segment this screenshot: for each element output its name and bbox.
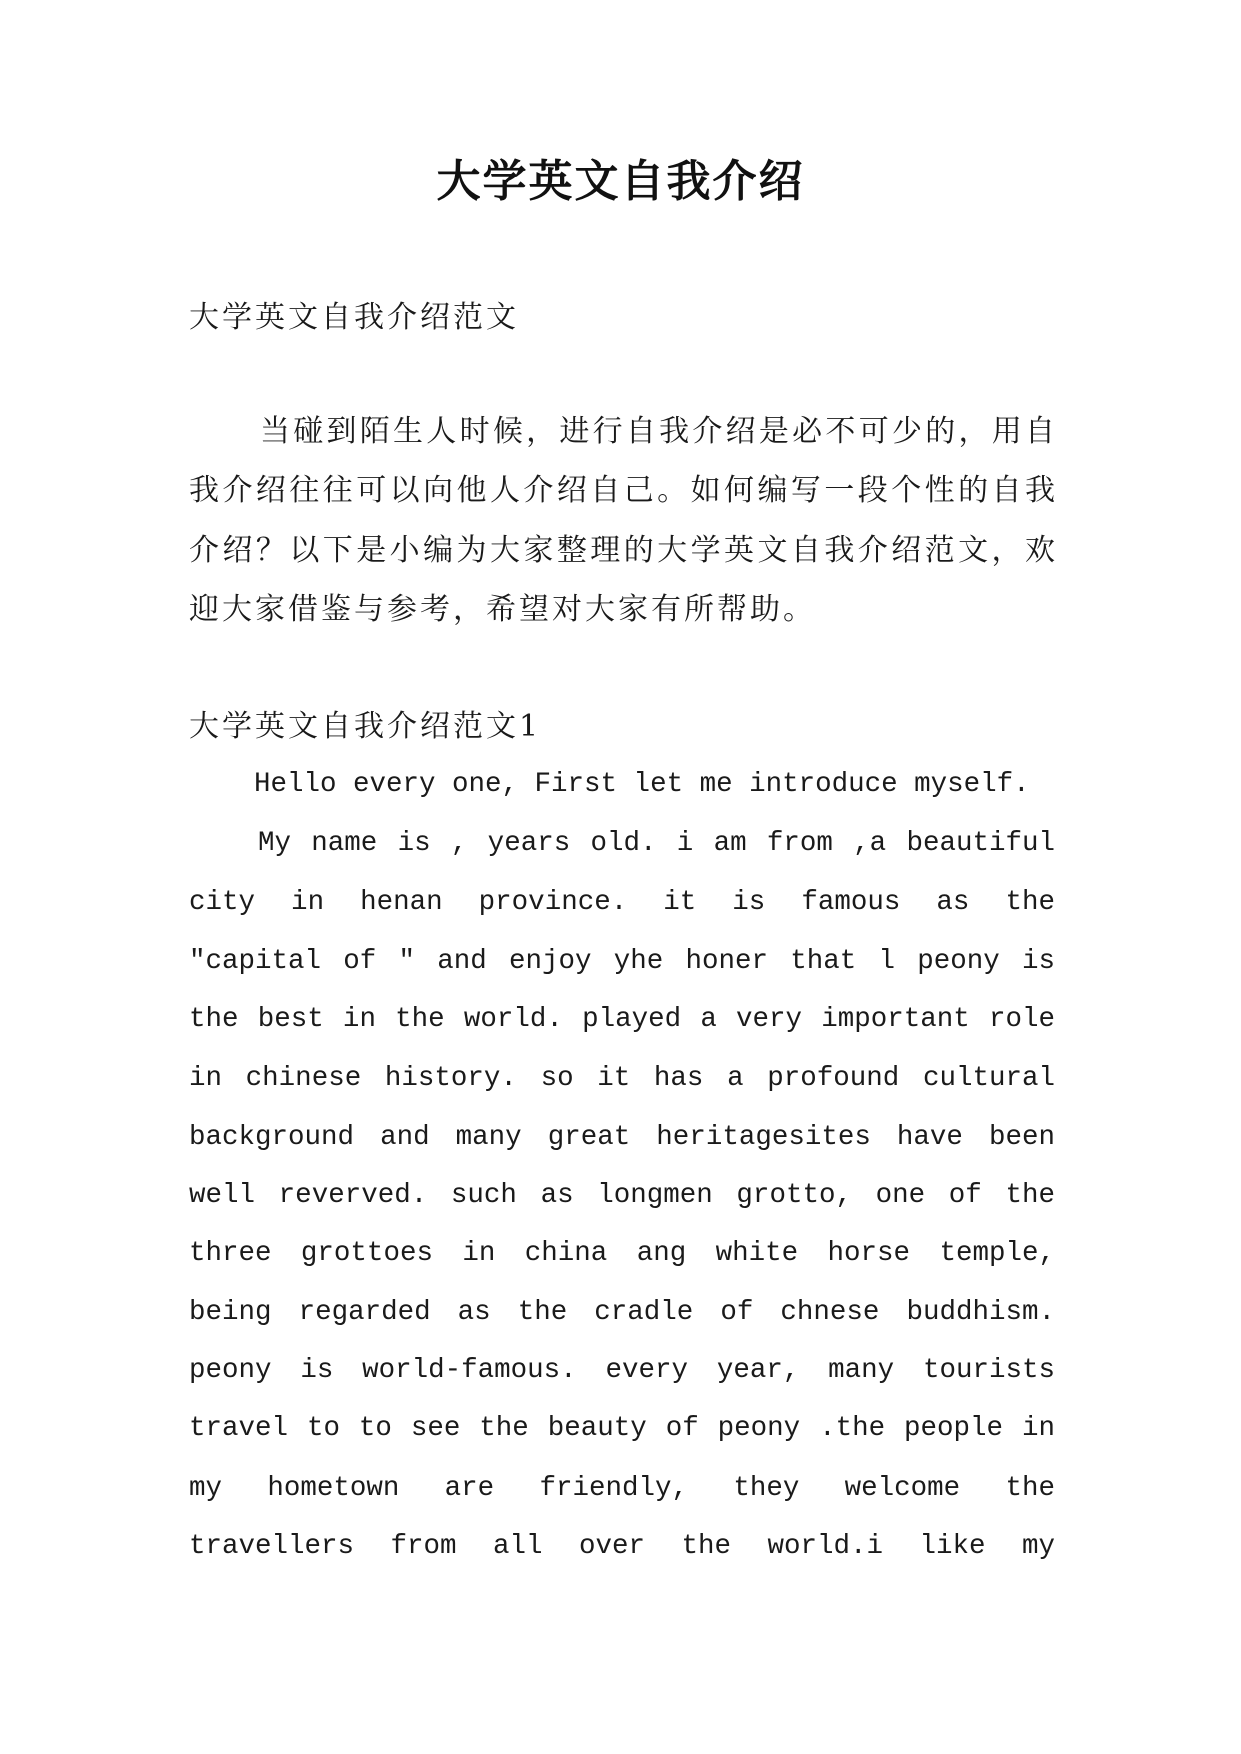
essay-line: my hometown are friendly, they welcome the xyxy=(189,1473,1055,1504)
section-heading: 大学英文自我介绍范文1 xyxy=(189,709,542,744)
essay-line: being regarded as the cradle of chnese buddhism. xyxy=(189,1297,1055,1328)
intro-line: 迎大家借鉴与参考，希望对大家有所帮助。 xyxy=(189,592,816,627)
subtitle-heading: 大学英文自我介绍范文 xyxy=(189,300,519,335)
essay-line: travellers from all over the world.i like my xyxy=(189,1531,1055,1562)
essay-line: three grottoes in china ang white horse temple, xyxy=(189,1238,1055,1269)
intro-line: 当碰到陌生人时候，进行自我介绍是必不可少的，用自 xyxy=(260,414,1055,449)
essay-line: background and many great heritagesites have been xyxy=(189,1122,1055,1153)
essay-line: the best in the world. played a very important role xyxy=(189,1004,1055,1035)
essay-line: My name is , years old. i am from ,a beautiful xyxy=(258,828,1055,859)
essay-line: city in henan province. it is famous as the xyxy=(189,887,1055,918)
document-title: 大学英文自我介绍 xyxy=(436,156,805,207)
essay-line: Hello every one, First let me introduce myself. xyxy=(254,769,1030,800)
essay-line: "capital of " and enjoy yhe honer that l peony is xyxy=(189,946,1055,977)
intro-line: 我介绍往往可以向他人介绍自己。如何编写一段个性的自我 xyxy=(189,473,1055,508)
essay-line: travel to to see the beauty of peony .the people in xyxy=(189,1413,1055,1444)
essay-line: well reverved. such as longmen grotto, one of the xyxy=(189,1180,1055,1211)
intro-line: 介绍？以下是小编为大家整理的大学英文自我介绍范文，欢 xyxy=(189,533,1055,568)
essay-line: in chinese history. so it has a profound cultural xyxy=(189,1063,1055,1094)
essay-line: peony is world-famous. every year, many tourists xyxy=(189,1355,1055,1386)
